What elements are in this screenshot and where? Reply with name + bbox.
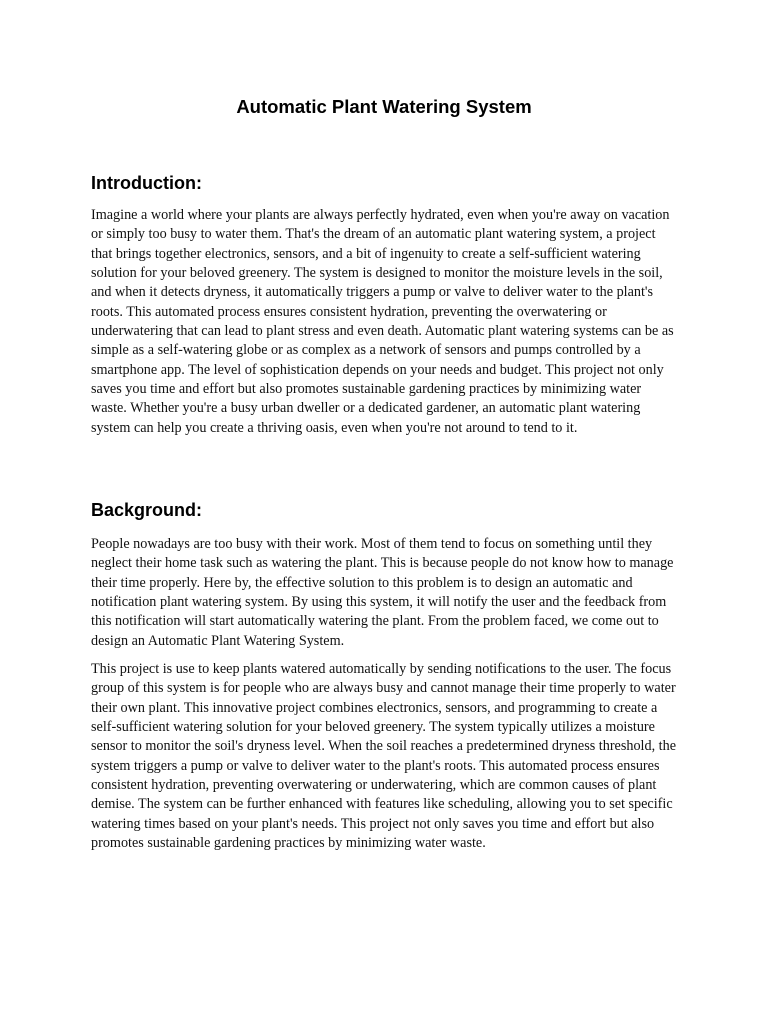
section-heading-background: Background:: [91, 500, 203, 520]
section-heading-introduction: Introduction:: [91, 173, 202, 193]
background-paragraph-1: People nowadays are too busy with their work. Most of them tend to focus on something until they neglect their home task such as watering the plant. This is because people do not know how to manage their time properly. Here by, the effective solution to this problem is to design an automatic and notification plant watering system. By using this system, it will notify the user and the feedback from this notification will start automatically watering the plant. From the problem faced, we come out to design an Automatic Plant Watering System.: [91, 536, 674, 649]
introduction-paragraph: Imagine a world where your plants are always perfectly hydrated, even when you're away on vacation or simply too busy to water them. That's the dream of an automatic plant watering system, a project that brings together electronics, sensors, and a bit of ingenuity to create a self-sufficient watering solution for your beloved greenery. The system is designed to monitor the moisture levels in the soil, and when it detects dryness, it automatically triggers a pump or valve to deliver water to the plant's roots. This automated process ensures consistent hydration, preventing the overwatering or underwatering that can lead to plant stress and even death. Automatic plant watering systems can be as simple as a self-watering globe or as complex as a network of sensors and pumps controlled by a smartphone app. The level of sophistication depends on your needs and budget. This project not only saves you time and effort but also promotes sustainable gardening practices by minimizing water waste. Whether you're a busy urban dweller or a dedicated gardener, an automatic plant watering system can help you create a thriving oasis, even when you're not around to tend to it.: [91, 207, 674, 436]
background-paragraph-2: This project is use to keep plants watered automatically by sending notifications to the user. The focus group of this system is for people who are always busy and cannot manage their time properly to water their own plant. This innovative project combines electronics, sensors, and programming to create a self-sufficient watering solution for your beloved greenery. The system typically utilizes a moisture sensor to monitor the soil's dryness level. When the soil reaches a predetermined dryness threshold, the system triggers a pump or valve to deliver water to the plant's roots. This automated process ensures consistent hydration, preventing overwatering or underwatering, which are common causes of plant demise. The system can be further enhanced with features like scheduling, allowing you to set specific watering times based on your plant's needs. This project not only saves you time and effort but also promotes sustainable gardening practices by minimizing water waste.: [91, 661, 677, 852]
document-title: Automatic Plant Watering System: [236, 96, 532, 117]
